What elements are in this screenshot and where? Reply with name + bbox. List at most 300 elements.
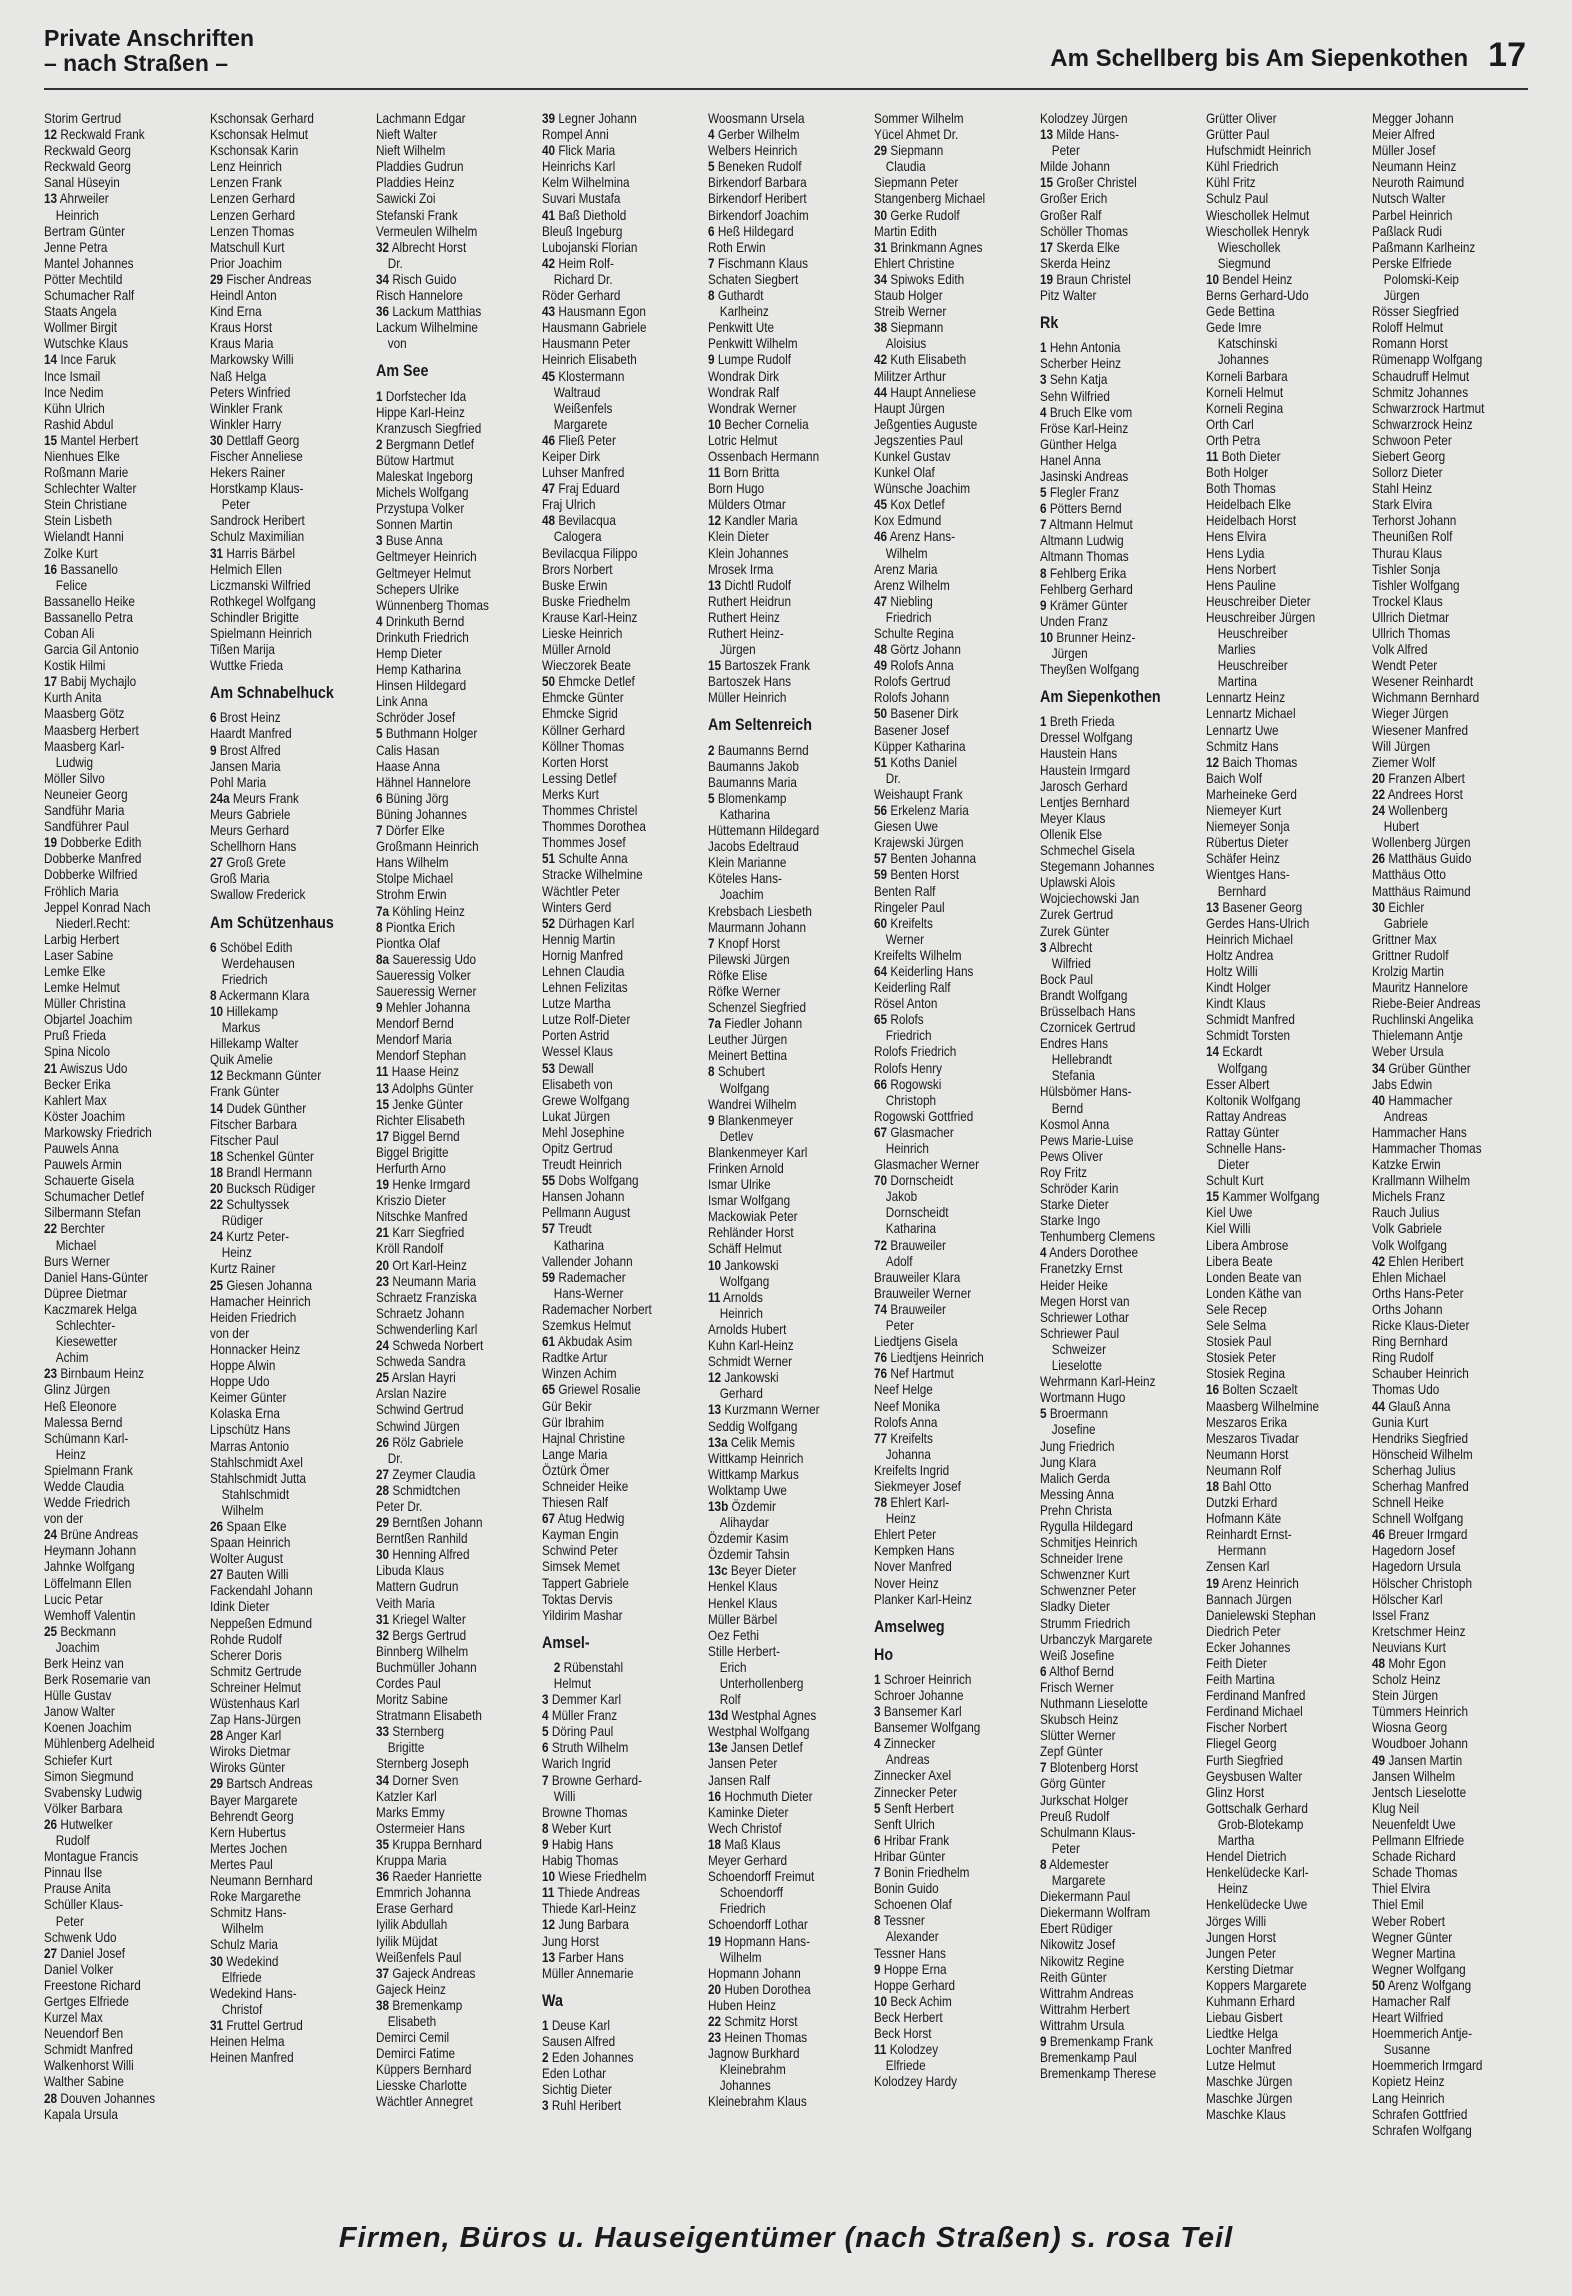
resident-entry: Coban Ali [44, 625, 95, 641]
resident-entry: Sawicki Zoi [376, 190, 436, 207]
resident-entry: Urbanczyk Margarete [1040, 1630, 1153, 1647]
resident-entry: Simon Siegmund [44, 1767, 134, 1784]
resident-entry: Rothkegel Wolfgang [210, 592, 316, 609]
resident-entry: Reckwald Georg [44, 142, 131, 159]
resident-entry: Meyer Gerhard [708, 1852, 788, 1869]
house-number: 2 [553, 1658, 561, 1675]
resident-entry: 3 Albrecht [1040, 938, 1093, 955]
resident-entry: Sele Selma [1206, 1317, 1267, 1334]
resident-entry: Maasberg Götz [44, 705, 125, 722]
resident-entry: 13d Westphal Agnes [708, 1707, 817, 1724]
house-number: 51 [874, 753, 888, 770]
resident-entry: Wilhelm [885, 544, 928, 561]
resident-entry: Planker Karl-Heinz [874, 1590, 973, 1607]
house-number: 13 [44, 190, 58, 207]
resident-entry: Schümann Karl- [44, 1429, 129, 1446]
house-number: 23 [376, 1272, 390, 1289]
resident-entry: Hoppe Udo [210, 1373, 270, 1390]
resident-entry: 60 Kreifelts [874, 914, 933, 931]
resident-entry: Elisabeth von [542, 1075, 613, 1092]
resident-entry: 8 Aldemester [1040, 1855, 1109, 1872]
resident-entry: Skerda Heinz [1040, 254, 1111, 271]
house-number: 20 [376, 1256, 390, 1273]
resident-entry: 19 Hopmann Hans- [708, 1932, 810, 1949]
resident-entry: Heinrich [885, 1140, 929, 1156]
resident-entry: Schmidt Werner [708, 1353, 793, 1370]
resident-entry: Hemp Katharina [376, 661, 461, 678]
house-number: 60 [874, 914, 888, 931]
house-number: 13c [708, 1562, 728, 1579]
resident-entry: Volk Alfred [1372, 641, 1428, 658]
resident-entry: 32 Bergs Gertrud [376, 1626, 467, 1643]
resident-entry: Thommes Josef [542, 834, 626, 851]
resident-entry: Dobberke Wilfried [44, 866, 138, 883]
resident-entry: Tißen Marija [210, 641, 275, 658]
directory-column [542, 110, 681, 2175]
resident-entry: Katzke Erwin [1372, 1156, 1441, 1173]
resident-entry: Müller Arnold [542, 641, 611, 658]
resident-entry: Born Hugo [708, 480, 765, 497]
resident-entry: Kelm Wilhelmina [542, 174, 630, 191]
resident-entry: Lieselotte [1051, 1357, 1103, 1374]
resident-entry: Hausmann Gabriele [542, 319, 647, 336]
resident-entry: Andreas [1383, 1107, 1428, 1124]
resident-entry: Kopietz Heinz [1372, 2073, 1445, 2090]
resident-entry: Kurtz Rainer [210, 1260, 276, 1277]
house-number: 76 [874, 1365, 888, 1382]
resident-entry: Objartel Joachim [44, 1011, 133, 1028]
resident-entry: Yücel Ahmet Dr. [874, 126, 959, 143]
resident-entry: Kleinebrahm Klaus [708, 2093, 807, 2110]
resident-entry: Libuda Klaus [376, 1562, 445, 1579]
directory-column [1040, 110, 1179, 2175]
resident-entry: Nitschke Manfred [376, 1208, 468, 1225]
resident-entry: Frank Günter [210, 1083, 280, 1100]
resident-entry: Heß Eleonore [44, 1397, 117, 1414]
resident-entry: Röder Gerhard [542, 287, 621, 304]
resident-entry: Schmitz Gertrude [210, 1662, 302, 1679]
resident-entry: Wondrak Dirk [708, 367, 780, 384]
resident-entry: Katharina [553, 1236, 605, 1253]
resident-entry: Wedde Claudia [44, 1477, 125, 1494]
resident-entry: 19 Dobberke Edith [44, 834, 142, 851]
resident-entry: 22 Berchter [44, 1220, 105, 1237]
resident-entry: 7a Fiedler Johann [708, 1015, 803, 1032]
house-number: 8 [1040, 1855, 1047, 1872]
resident-entry: Stracke Wilhelmine [542, 866, 643, 883]
resident-entry: 9 Brost Alfred [210, 741, 281, 758]
resident-entry: Idink Dieter [210, 1598, 270, 1615]
resident-entry: Demirci Fatime [376, 2045, 456, 2062]
resident-entry: Schweda Sandra [376, 1353, 466, 1370]
house-number: 21 [376, 1224, 390, 1241]
resident-entry: 12 Jankowski [708, 1369, 779, 1386]
resident-entry: Dressel Wolfgang [1040, 729, 1133, 746]
resident-entry: Wieschollek [1217, 238, 1281, 255]
resident-entry: Laser Sabine [44, 946, 114, 963]
resident-entry: Schiefer Kurt [44, 1751, 112, 1768]
resident-entry: Kox Edmund [874, 512, 942, 529]
resident-entry: Henkelüdecke Uwe [1206, 1896, 1308, 1913]
resident-entry: Schoendorff [719, 1884, 783, 1901]
resident-entry: Zinnecker Peter [874, 1783, 958, 1800]
resident-entry: Woosmann Ursela [708, 110, 805, 126]
resident-entry: Jegszenties Paul [874, 431, 963, 448]
resident-entry: Geysbusen Walter [1206, 1767, 1303, 1784]
resident-entry: Liczmanski Wilfried [210, 576, 311, 593]
resident-entry: 30 Wedekind [210, 1952, 279, 1969]
resident-entry: Lenzen Frank [210, 174, 282, 191]
house-number: 25 [210, 1276, 224, 1293]
resident-entry: Weißenfels [553, 399, 613, 416]
resident-entry: Sommer Wilhelm [874, 110, 964, 126]
resident-entry: Neuroth Raimund [1372, 174, 1465, 191]
resident-entry: Wolktamp Uwe [708, 1481, 787, 1498]
resident-entry: Heinz [885, 1510, 916, 1527]
house-number: 1 [1040, 713, 1047, 730]
resident-entry: 13c Beyer Dieter [708, 1562, 797, 1579]
resident-entry: Schneider Irene [1040, 1550, 1124, 1567]
resident-entry: 41 Baß Diethold [542, 206, 627, 223]
resident-entry: Roth Erwin [708, 238, 766, 255]
resident-entry: 78 Ehlert Karl- [874, 1494, 950, 1511]
resident-entry: Tümmers Heinrich [1372, 1703, 1469, 1720]
resident-entry: Grob-Blotekamp [1217, 1815, 1304, 1832]
resident-entry: Jacobs Edeltraud [708, 838, 799, 855]
house-number: 29 [210, 1775, 224, 1792]
resident-entry: Ebert Rüdiger [1040, 1920, 1113, 1937]
house-number: 27 [210, 854, 224, 871]
resident-entry: Maleskat Ingeborg [376, 467, 473, 484]
resident-entry: Mühlenberg Adelheid [44, 1735, 155, 1752]
resident-entry: Fehlberg Gerhard [1040, 580, 1133, 597]
resident-entry: Wegner Wolfgang [1372, 1960, 1466, 1977]
resident-entry: Ismar Wolfgang [708, 1192, 791, 1209]
house-number: 9 [210, 741, 217, 758]
resident-entry: 11 Arnolds [708, 1288, 763, 1305]
resident-entry: Ruthert Heidrun [708, 592, 792, 609]
resident-entry: Malich Gerda [1040, 1469, 1110, 1486]
resident-entry: Hippe Karl-Heinz [376, 403, 465, 420]
resident-entry: Rösser Siegfried [1372, 303, 1459, 320]
resident-entry: 36 Lackum Matthias [376, 303, 482, 320]
house-number: 26 [1372, 850, 1386, 867]
resident-entry: Slütter Werner [1040, 1727, 1116, 1744]
resident-entry: Ossenbach Hermann [708, 447, 820, 464]
resident-entry: Seddig Wolfgang [708, 1417, 798, 1434]
resident-entry: Hagedorn Josef [1372, 1542, 1456, 1559]
resident-entry: Arenz Wilhelm [874, 576, 950, 593]
resident-entry: Schweizer [1051, 1340, 1107, 1357]
house-number: 5 [376, 725, 383, 742]
resident-entry: Claudia [885, 158, 926, 175]
resident-entry: Theunißen Rolf [1372, 528, 1453, 545]
resident-entry: Senft Ulrich [874, 1815, 935, 1832]
resident-entry: Wilfried [1051, 954, 1091, 971]
house-number: 78 [874, 1494, 888, 1511]
resident-entry: Heinrich Elisabeth [542, 351, 637, 368]
resident-entry: Peter [55, 1912, 84, 1929]
house-number: 13 [1040, 126, 1054, 143]
resident-entry: Schellhorn Hans [210, 838, 297, 855]
resident-entry: Reckwald Georg [44, 158, 131, 175]
resident-entry: Toktas Dervis [542, 1590, 613, 1607]
resident-entry: Lutze Martha [542, 995, 611, 1012]
resident-entry: Adolf [885, 1252, 913, 1269]
street-heading: Am Schnabelhuck [210, 683, 334, 703]
resident-entry: Ferdinand Michael [1206, 1703, 1303, 1720]
resident-entry: Zepf Günter [1040, 1743, 1103, 1760]
resident-entry: Heidelbach Horst [1206, 512, 1297, 529]
resident-entry: Neuenfeldt Uwe [1372, 1815, 1456, 1832]
resident-entry: Baumanns Maria [708, 773, 797, 790]
resident-entry: Lenz Heinrich [210, 158, 282, 175]
resident-entry: 4 Drinkuth Bernd [376, 612, 465, 629]
resident-entry: Hammacher Hans [1372, 1123, 1467, 1140]
house-number: 5 [1040, 484, 1047, 501]
resident-entry: von [387, 335, 407, 352]
resident-entry: Fackendahl Johann [210, 1582, 313, 1599]
resident-entry: Vallender Johann [542, 1252, 633, 1269]
resident-entry: 8 Guthardt [708, 287, 764, 304]
resident-entry: 13 Milde Hans- [1040, 126, 1120, 143]
resident-entry: Hermann [1217, 1542, 1267, 1559]
directory-column [708, 110, 847, 2175]
resident-entry: Schmitz Hans [1206, 737, 1279, 754]
house-number: 67 [542, 1510, 556, 1527]
directory-column [44, 110, 183, 2175]
street-heading: Rk [1040, 313, 1059, 333]
resident-entry: Elfriede [221, 1968, 262, 1985]
resident-entry: Heinrich Michael [1206, 930, 1293, 947]
resident-entry: Bremenkamp Therese [1040, 2065, 1157, 2082]
house-number: 6 [210, 709, 217, 726]
resident-entry: 24 Wollenberg [1372, 802, 1448, 819]
resident-entry: 4 Müller Franz [542, 1707, 618, 1724]
resident-entry: Schnelle Hans- [1206, 1140, 1286, 1156]
resident-entry: Maasberg Karl- [44, 737, 125, 754]
resident-entry: Giesen Uwe [874, 818, 939, 835]
resident-entry: Siebert Georg [1372, 447, 1446, 464]
house-number: 22 [1372, 785, 1386, 802]
resident-entry: Reith Günter [1040, 1968, 1107, 1985]
resident-entry: Frinken Arnold [708, 1160, 784, 1176]
house-number: 4 [1040, 1244, 1047, 1261]
resident-entry: Haupt Jürgen [874, 399, 945, 416]
resident-entry: Johannes [719, 2077, 771, 2094]
resident-entry: Rehländer Horst [708, 1224, 794, 1241]
resident-entry: Ostermeier Hans [376, 1819, 465, 1836]
resident-entry: 59 Benten Horst [874, 866, 959, 883]
resident-entry: Jasinski Andreas [1040, 467, 1129, 484]
house-number: 12 [1206, 753, 1220, 770]
resident-entry: 42 Ehlen Heribert [1372, 1252, 1464, 1269]
resident-entry: Rolf [719, 1691, 741, 1708]
resident-entry: Gertges Elfriede [44, 1992, 129, 2009]
section-title-line1: Private Anschriften [44, 25, 255, 51]
resident-entry: Neumann Rolf [1206, 1461, 1282, 1478]
resident-entry: Spielmann Frank [44, 1461, 133, 1478]
resident-entry: Schmidt Torsten [1206, 1027, 1291, 1044]
resident-entry: Habig Thomas [542, 1852, 619, 1869]
resident-entry: Jungen Peter [1206, 1944, 1276, 1961]
resident-entry: Gerdes Hans-Ulrich [1206, 914, 1310, 931]
house-number: 9 [874, 1960, 881, 1977]
resident-entry: Mendorf Stephan [376, 1047, 467, 1064]
resident-entry: 9 Bremenkamp Frank [1040, 2032, 1154, 2049]
house-number: 48 [542, 512, 556, 529]
resident-entry: Calogera [553, 528, 602, 545]
resident-entry: Lachmann Edgar [376, 110, 466, 126]
resident-entry: Rattay Andreas [1206, 1107, 1287, 1124]
resident-entry: 22 Schultyssek [210, 1196, 290, 1213]
resident-entry: Heindl Anton [210, 287, 277, 304]
resident-entry: Demirci Cemil [376, 2029, 450, 2046]
page-number: 17 [1488, 36, 1526, 74]
resident-entry: Jeßgenties Auguste [874, 415, 978, 432]
resident-entry: Schreiner Helmut [210, 1678, 301, 1695]
resident-entry: 11 Born Britta [708, 464, 780, 481]
resident-entry: 46 Breuer Irmgard [1372, 1526, 1468, 1543]
resident-entry: Megen Horst van [1040, 1292, 1130, 1309]
house-number: 19 [1040, 270, 1054, 287]
resident-entry: 1 Dorfstecher Ida [376, 387, 467, 404]
resident-entry: Mauritz Hannelore [1372, 979, 1469, 996]
resident-entry: Winzen Achim [542, 1365, 617, 1382]
resident-entry: Blankenmeyer Karl [708, 1143, 808, 1160]
resident-entry: Keimer Günter [210, 1389, 287, 1406]
resident-entry: Sternberg Joseph [376, 1755, 469, 1772]
resident-entry: Basener Josef [874, 721, 950, 738]
resident-entry: Kühl Fritz [1206, 174, 1256, 191]
resident-entry: 28 Anger Karl [210, 1727, 282, 1744]
resident-entry: Hens Pauline [1206, 576, 1276, 593]
resident-entry: Wientges Hans- [1206, 866, 1290, 883]
resident-entry: Arenz Maria [874, 560, 938, 577]
resident-entry: Dr. [885, 769, 901, 786]
resident-entry: Markowsky Willi [210, 351, 294, 368]
resident-entry: Danielewski Stephan [1206, 1606, 1316, 1623]
house-number: 34 [874, 270, 888, 287]
resident-entry: Wolfgang [1217, 1059, 1268, 1076]
resident-entry: 28 Douven Johannes [44, 2089, 156, 2106]
resident-entry: Jürgen [1383, 287, 1420, 304]
resident-entry: 7 Dörfer Elke [376, 822, 445, 839]
house-number: 15 [44, 431, 58, 448]
resident-entry: Westphal Wolfgang [708, 1723, 810, 1740]
house-number: 11 [708, 464, 721, 481]
resident-entry: Öztürk Ömer [542, 1461, 610, 1478]
resident-entry: Sladky Dieter [1040, 1598, 1110, 1615]
resident-entry: 31 Harris Bärbel [210, 544, 295, 561]
resident-entry: Bayer Margarete [210, 1791, 298, 1808]
resident-entry: Scherhag Manfred [1372, 1477, 1469, 1494]
resident-entry: Glasmacher Werner [874, 1156, 980, 1173]
resident-entry: Veith Maria [376, 1594, 435, 1611]
resident-entry: 48 Bevilacqua [542, 512, 616, 529]
resident-entry: 5 Buthmann Holger [376, 725, 478, 742]
resident-entry: Klein Marianne [708, 854, 787, 871]
resident-entry: Lange Maria [542, 1445, 608, 1462]
resident-entry: Schmidt Manfred [1206, 1011, 1295, 1028]
resident-entry: Trockel Klaus [1372, 592, 1443, 609]
resident-entry: Koenen Joachim [44, 1719, 132, 1736]
resident-entry: Starke Ingo [1040, 1212, 1101, 1229]
resident-entry: Lackum Wilhelmine [376, 319, 478, 336]
resident-entry: Schrafen Wolfgang [1372, 2121, 1472, 2138]
resident-entry: Küppers Bernhard [376, 2061, 472, 2078]
resident-entry: Henkelüdecke Karl- [1206, 1864, 1309, 1881]
resident-entry: Kleinebrahm [719, 2061, 786, 2078]
resident-entry: Zurek Günter [1040, 922, 1110, 939]
house-number: 9 [708, 1111, 715, 1128]
resident-entry: 21 Karr Siegfried [376, 1224, 465, 1241]
resident-entry: 12 Baich Thomas [1206, 753, 1298, 770]
house-number: 4 [708, 126, 715, 143]
resident-entry: Stahlschmidt Jutta [210, 1469, 307, 1486]
resident-entry: Feith Dieter [1206, 1655, 1267, 1671]
house-number: 52 [542, 914, 556, 931]
resident-entry: Scholz Heinz [1372, 1671, 1441, 1688]
resident-entry: 52 Dürhagen Karl [542, 914, 635, 931]
resident-entry: Matthäus Raimund [1372, 882, 1471, 899]
resident-entry: Liesske Charlotte [376, 2077, 467, 2094]
resident-entry: Frisch Werner [1040, 1678, 1114, 1695]
resident-entry: Holtz Willi [1206, 962, 1258, 979]
resident-entry: 72 Brauweiler [874, 1236, 946, 1253]
resident-entry: Jürgen [719, 641, 756, 658]
resident-entry: Sanal Hüseyin [44, 174, 120, 191]
resident-entry: 16 Bassanello [44, 560, 118, 577]
resident-entry: Roßmann Marie [44, 464, 129, 481]
resident-entry: Margarete [553, 415, 608, 432]
resident-entry: Fitscher Barbara [210, 1115, 297, 1132]
resident-entry: 19 Arenz Heinrich [1206, 1574, 1299, 1591]
resident-entry: 15 Großer Christel [1040, 174, 1137, 191]
resident-entry: Hülle Gustav [44, 1687, 112, 1704]
resident-entry: Korten Horst [542, 753, 609, 770]
house-number: 34 [376, 1771, 390, 1788]
resident-entry: 42 Kuth Elisabeth [874, 351, 967, 368]
resident-entry: Jung Friedrich [1040, 1437, 1115, 1454]
resident-entry: Wojciechowski Jan [1040, 890, 1140, 907]
resident-entry: Silbermann Stefan [44, 1204, 141, 1221]
resident-entry: Glinz Horst [1206, 1783, 1265, 1800]
resident-entry: Lehnen Felizitas [542, 979, 628, 996]
house-number: 12 [708, 512, 722, 529]
resident-entry: Maasberg Wilhelmine [1206, 1397, 1320, 1414]
resident-entry: Paßmann Karlheinz [1372, 238, 1476, 255]
resident-entry: Brandt Wolfgang [1040, 986, 1128, 1003]
resident-entry: 9 Krämer Günter [1040, 596, 1128, 613]
resident-entry: 16 Hochmuth Dieter [708, 1787, 813, 1804]
resident-entry: Lentjes Bernhard [1040, 793, 1130, 810]
house-number: 4 [1040, 403, 1047, 420]
resident-entry: Friedrich [885, 608, 932, 625]
resident-entry: Geltmeyer Heinrich [376, 548, 477, 565]
resident-entry: 48 Görtz Johann [874, 641, 961, 658]
resident-entry: 2 Bergmann Detlef [376, 435, 475, 452]
resident-entry: Treudt Heinrich [542, 1156, 622, 1173]
resident-entry: Heymann Johann [44, 1542, 137, 1559]
resident-entry: Quik Amelie [210, 1051, 273, 1068]
house-number: 13 [708, 576, 722, 593]
resident-entry: Risch Hannelore [376, 287, 463, 304]
resident-entry: 7 Browne Gerhard- [542, 1771, 643, 1788]
resident-entry: Jung Horst [542, 1932, 599, 1949]
resident-entry: 12 Jung Barbara [542, 1916, 629, 1933]
resident-entry: 31 Kriegel Walter [376, 1610, 466, 1627]
